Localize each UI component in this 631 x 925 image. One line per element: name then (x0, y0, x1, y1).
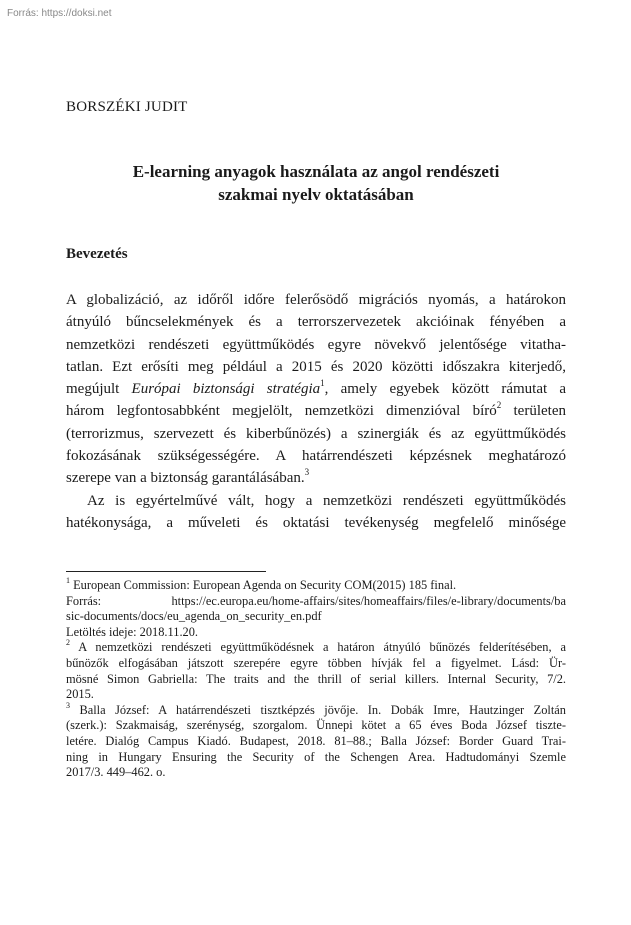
footnote-ref-1: 1 (320, 378, 325, 389)
footnote-3: ning in Hungary Ensuring the Security of the Schengen Area. Hadtudományi Szemle (66, 749, 566, 764)
source-label: Forrás: https://doksi.net (7, 8, 112, 19)
footnote-2: mösné Simon Gabriella: The traits and the thrill of serial killers. Internal Security, 7/2. (66, 671, 566, 686)
body-text (66, 289, 566, 534)
footnote-2: bűnözők elfogásában játszott szerepére egyre többen hívják fel a figyelmet. Lásd: Ür- (66, 655, 566, 670)
footnote-1-date: Letöltés ideje: 2018.11.20. (66, 624, 199, 639)
text-line: szerepe van a biztonság garantálásában.$^3$ (66, 467, 310, 487)
text-line: A globalizáció, az időről időre felerősödő migrációs nyomás, a határokon (66, 292, 566, 308)
footnote-3: letére. Dialóg Campus Kiadó. Budapest, 2018. 81–88.; Balla József: Border Guard Trai- (66, 733, 566, 748)
strategy-title: Európai biztonsági stratégia (131, 381, 321, 398)
article-title (66, 160, 566, 206)
text-line: tatlan. Ezt erősíti meg például a 2015 és 2020 közötti időszakra kiterjedő, (66, 358, 566, 375)
section-heading: Bevezetés (66, 246, 128, 262)
footnote-2: $^2$ A nemzetközi rendészeti együttműködésnek a határon átnyúló bűnözés felderítésében, a (66, 638, 566, 655)
footnote-1-source: sic-documents/docs/eu_agenda_on_security_en.pdf (66, 609, 322, 624)
footnote-ref-3: 3 (304, 467, 310, 478)
footnote-ref-2: 2 (496, 400, 502, 411)
footnote-1: $^1$ European Commission: European Agenda on Security COM(2015) 185 final. (66, 575, 457, 592)
text-line: átnyúló bűncselekmények és a terrorszervezetek akcióinak fényében a (66, 314, 566, 331)
text-line: három legfontosabbként megjelölt, nemzetközi dimenzióval bíró$^2$ területen (66, 400, 566, 420)
text-line: nemzetközi rendészeti együttműködés egyre növekvő jelentősége vitatha- (66, 336, 566, 353)
title-line: szakmai nyelv oktatásában (218, 185, 414, 204)
footnote-3: (szerk.): Szakmaiság, szerénység, szorgalom. Ünnepi kötet a 65 éves Boda József tiszte- (66, 718, 566, 733)
text-line: hatékonysága, a műveleti és oktatási tevékenység megfelelő minősége (66, 514, 566, 531)
title-line: E-learning anyagok használata az angol rendészeti (132, 162, 500, 181)
footnotes (66, 575, 566, 781)
text-line: fokozásának szükségességére. A határrendészeti képzésnek meghatározó (66, 448, 566, 465)
footnote-2: 2015. (66, 687, 94, 702)
text-line: Az is egyértelművé vált, hogy a nemzetközi rendészeti együttműködés (87, 492, 566, 509)
text-line: megújult Európai biztonsági stratégia$^1$, amely egyebek között rámutat a (66, 378, 567, 398)
footnote-3: 2017/3. 449–462. o. (66, 765, 166, 780)
footnote-1-source: Forrás: https://ec.europa.eu/home-affairs/sites/homeaffairs/files/e-library/documents/ba (66, 593, 566, 608)
text-line: (terrorizmus, szervezett és kiberbűnözés) a szinergiák és az együttműködés (66, 425, 566, 442)
footnote-divider (66, 571, 266, 572)
footnote-3: $^3$ Balla József: A határrendészeti tisztképzés jövője. In. Dobák Imre, Hautzinger Zoltán (66, 700, 566, 717)
author-name: BORSZÉKI JUDIT (66, 99, 188, 115)
